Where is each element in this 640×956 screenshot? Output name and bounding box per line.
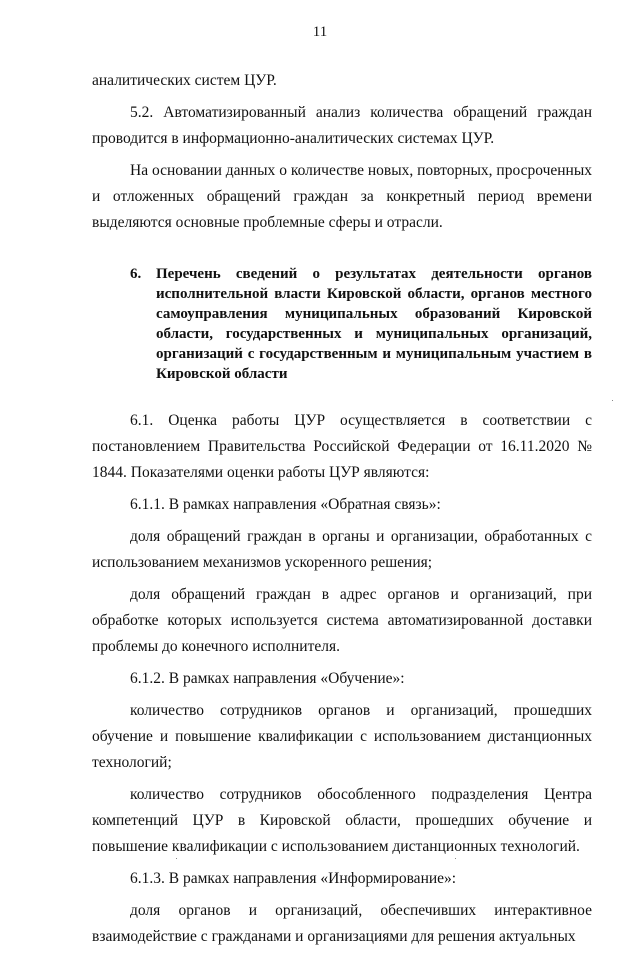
paragraph: 6.1.3. В рамках направления «Информирование»: [130, 870, 457, 887]
paragraph: аналитических систем ЦУР. [92, 72, 277, 89]
scan-speck [176, 858, 177, 859]
section-number: 6. [130, 266, 142, 282]
paragraph: количество сотрудников органов и организаций, прошедших обучение и повышение квалификации с использованием дистанционных технологий; [92, 702, 592, 771]
paragraph: доля обращений граждан в адрес органов и организаций, при обработке которых используется система автоматизированной доставки проблемы до конечного исполнителя. [92, 586, 592, 655]
document-body [92, 68, 592, 956]
section-heading [130, 264, 592, 384]
section-title: Перечень сведений о результатах деятельности органов исполнительной власти Кировской области, органов местного самоуправления муниципальных образований Кировской области, государственных и муниципальных организаций, организаций с государственным и муниципальным участием в Кировской области [156, 266, 592, 382]
paragraph: количество сотрудников обособленного подразделения Центра компетенций ЦУР в Кировской области, прошедших обучение и повышение квалификации с использованием дистанционных технологий. [92, 786, 592, 855]
paragraph: На основании данных о количестве новых, повторных, просроченных и отложенных обращений граждан за конкретный период времени выделяются основные проблемные сферы и отрасли. [92, 162, 592, 231]
page-number: 11 [312, 24, 328, 40]
paragraph: 6.1. Оценка работы ЦУР осуществляется в соответствии с постановлением Правительства Российской Федерации от 16.11.2020 № 1844. Показателями оценки работы ЦУР являются: [92, 412, 592, 481]
paragraph: 5.2. Автоматизированный анализ количества обращений граждан проводится в информационно-аналитических системах ЦУР. [92, 104, 592, 147]
paragraph: доля обращений граждан в органы и организации, обработанных с использованием механизмов ускоренного решения; [92, 528, 592, 571]
paragraph: доля органов и организаций, обеспечивших интерактивное взаимодействие с гражданами и организациями для решения актуальных [92, 902, 592, 945]
paragraph: 6.1.1. В рамках направления «Обратная связь»: [130, 496, 441, 513]
paragraphs-after-section [92, 408, 592, 950]
paragraphs-before-section [92, 68, 592, 236]
paragraph: 6.1.2. В рамках направления «Обучение»: [130, 670, 405, 687]
scan-speck [455, 858, 456, 859]
scan-speck [612, 400, 613, 401]
